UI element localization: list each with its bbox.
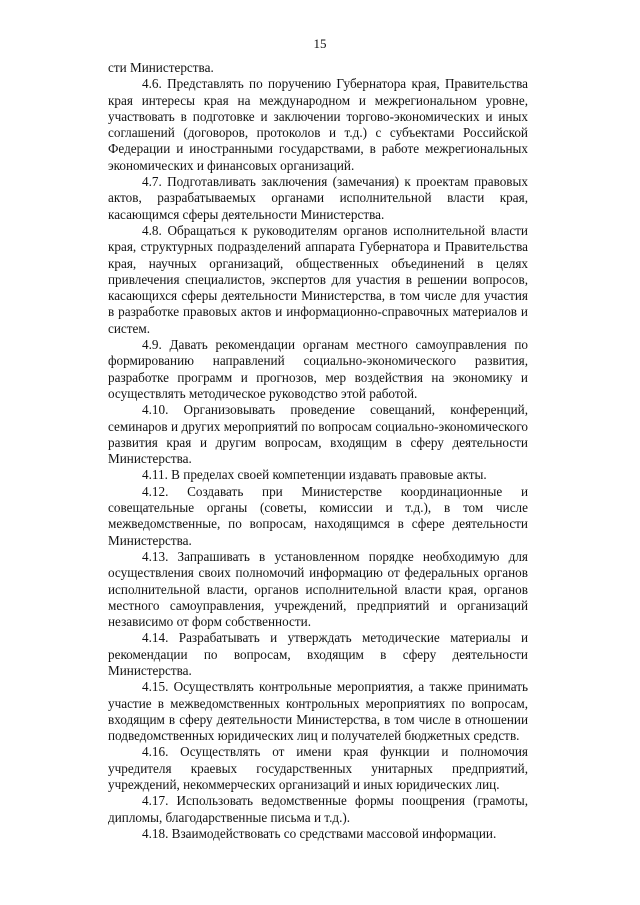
paragraph-4-14: 4.14. Разрабатывать и утверждать методические материалы и рекомендации по вопросам, входящим в сферу деятельности Министерства.	[108, 630, 528, 678]
paragraph-4-7: 4.7. Подготавливать заключения (замечания) к проектам правовых актов, разрабатываемых органами исполнительной власти края, касающимся сферы деятельности Министерства.	[108, 174, 528, 222]
paragraph-4-13: 4.13. Запрашивать в установленном порядке необходимую для осуществления своих полномочий информацию от федеральных органов исполнительной власти, органов исполнительной власти края, органов местного самоуправления, учреждений, предприятий и организаций независимо от форм собственности.	[108, 548, 528, 630]
paragraph-4-18: 4.18. Взаимодействовать со средствами массовой информации.	[142, 825, 497, 841]
paragraph-4-12: 4.12. Создавать при Министерстве координационные и совещательные органы (советы, комиссии и т.д.), в том числе межведомственные, по вопросам, находящимся в сфере деятельности Министерства.	[108, 483, 528, 548]
paragraph-4-9: 4.9. Давать рекомендации органам местного самоуправления по формированию направлений социально-экономического развития, разработке программ и прогнозов, мер воздействия на экономику и осуществлять методическое руководство этой работой.	[108, 337, 528, 401]
page-number: 15	[313, 36, 327, 51]
paragraph-4-16: 4.16. Осуществлять от имени края функции и полномочия учредителя краевых государственных унитарных предприятий, учреждений, некоммерческих организаций и иных юридических лиц.	[108, 744, 528, 793]
paragraph-4-6: 4.6. Представлять по поручению Губернатора края, Правительства края интересы края на международном и межрегиональном уровне, участвовать в подготовке и заключении торгово-экономических и иных соглашений (договоров, протоколов и т.д.) с субъектами Российской Федерации и иностранными государствами, в работе межрегиональных экономических и финансовых организаций.	[108, 76, 528, 173]
paragraph-continuation: сти Министерства.	[108, 60, 214, 75]
paragraph-4-8: 4.8. Обращаться к руководителям органов исполнительной власти края, структурных подразделений аппарата Губернатора и Правительства края, научных организаций, общественных объединений в целях привлечения специалистов, экспертов для участия в решении вопросов, касающихся сферы деятельности Министерства, в том числе для участия в разработке правовых актов и информационно-справочных материалов и систем.	[108, 222, 528, 336]
document-body	[108, 60, 528, 842]
paragraph-4-10: 4.10. Организовывать проведение совещаний, конференций, семинаров и других мероприятий по вопросам социально-экономического развития края и другим вопросам, входящим в сферу деятельности Министерства.	[108, 402, 528, 467]
paragraph-4-17: 4.17. Использовать ведомственные формы поощрения (грамоты, дипломы, благодарственные письма и т.д.).	[108, 793, 528, 825]
paragraph-4-15: 4.15. Осуществлять контрольные мероприятия, а также принимать участие в межведомственных контрольных мероприятиях по вопросам, входящим в сферу деятельности Министерства, в том числе в отношении подведомственных юридических лиц и получателей бюджетных средств.	[108, 679, 528, 744]
paragraph-4-11: 4.11. В пределах своей компетенции издавать правовые акты.	[142, 467, 487, 483]
